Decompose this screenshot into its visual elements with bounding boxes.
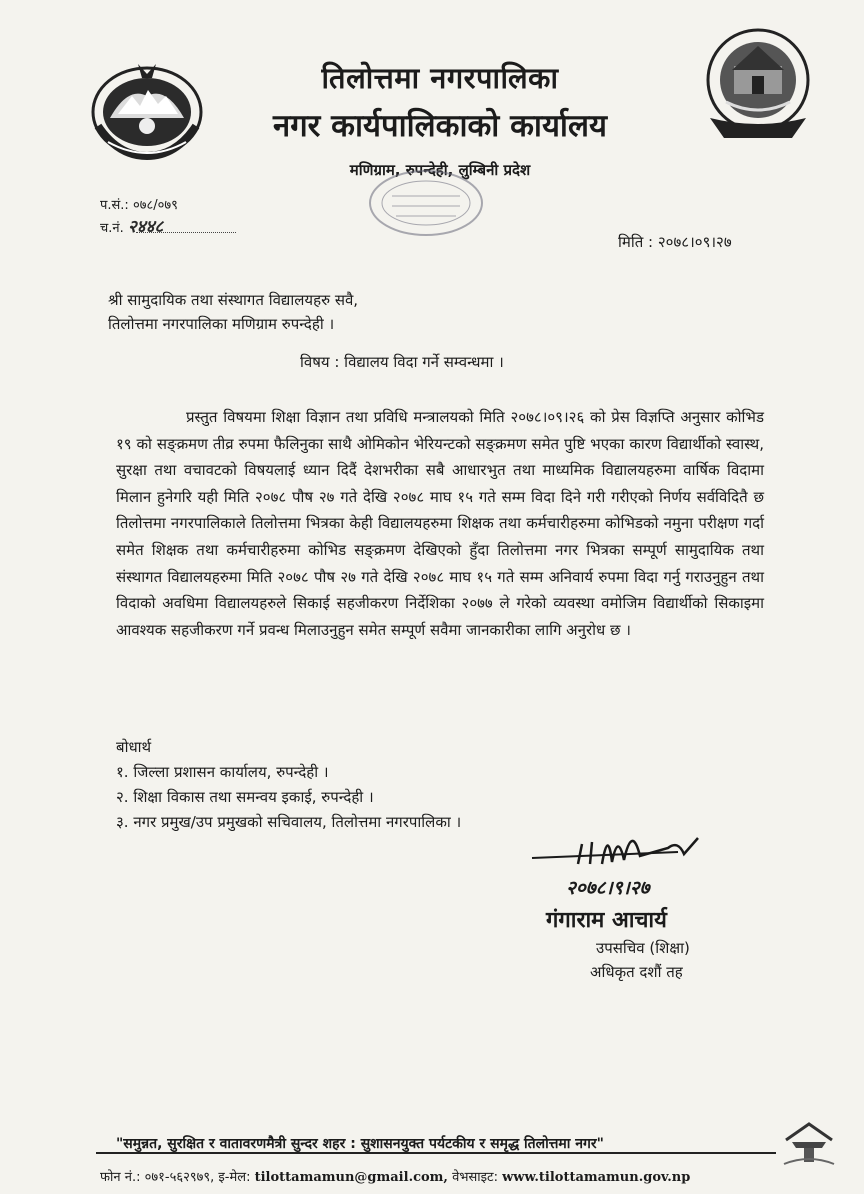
nepal-emblem-icon	[88, 56, 206, 164]
cc-item: १. जिल्ला प्रशासन कार्यालय, रुपन्देही ।	[116, 763, 329, 781]
ref-ps-label: प.सं.:	[100, 198, 129, 213]
footer-website: www.tilottamamun.gov.np	[502, 1170, 691, 1185]
footer-web-label: वेभसाइट:	[452, 1170, 498, 1185]
cc-item: २. शिक्षा विकास तथा समन्वय इकाई, रुपन्देही ।	[116, 788, 374, 806]
cc-list	[116, 760, 461, 835]
signatory-designation: उपसचिव (शिक्षा)	[596, 939, 690, 957]
signature-date: २०७८।९।२७	[566, 877, 650, 899]
signatory-rank: अधिकृत दशौं तह	[590, 963, 683, 981]
cc-item: ३. नगर प्रमुख/उप प्रमुखको सचिवालय, तिलोत्तमा नगरपालिका ।	[116, 813, 462, 831]
ref-cn-label: च.नं.	[100, 221, 124, 236]
ref-ps-value: ०७८/०७९	[132, 198, 178, 213]
visit-nepal-logo-icon	[774, 1120, 844, 1186]
letter-date: मिति : २०७८।०९।२७	[618, 233, 732, 251]
cc-title: बोधार्थ	[116, 738, 152, 756]
reference-number	[100, 195, 178, 213]
footer-motto: "समुन्नत, सुरक्षित र वातावरणमैत्री सुन्दर शहर : सुशासनयुक्त पर्यटकीय र समृद्ध तिलोत्तमा नगर"	[116, 1136, 604, 1152]
footer-phone: फोन नं.: ०७१-५६२९७९,	[100, 1170, 215, 1185]
signature-icon	[528, 818, 728, 878]
dispatch-number	[100, 214, 163, 237]
signatory-name: गंगाराम आचार्य	[546, 908, 667, 933]
letter-body-text: प्रस्तुत विषयमा शिक्षा विज्ञान तथा प्रविधि मन्त्रालयको मिति २०७८।०९।२६ को प्रेस विज्ञप्ति अनुसार कोभिड १९ को सङ्क्रमण तीव्र रुपमा फैलिनुका साथै ओमिकोन भेरियन्टको सङ्क्रमण समेत पुष्टि भएका कारण विद्यार्थीको स्वास्थ, सुरक्षा तथा वचावटको विषयलाई ध्यान दिदैं देशभरीका सबै आधारभुत तथा माध्यमिक विद्यालयहरुमा वार्षिक विदामा मिलान हुनेगरि यही मिति २०७८ पौष २७ गते देखि २०७८ माघ १५ गते सम्म विदा दिने गरी गरीएको निर्णय सर्वविदितै छ तिलोत्तमा नगरपालिकाले तिलोत्तमा भित्रका केही विद्यालयहरुमा शिक्षक तथा कर्मचारीहरुमा कोभिडको नमुना परीक्षण गर्दा समेत शिक्षक तथा कर्मचारीहरुमा कोभिड सङ्क्रमण देखिएको हुँदा तिलोत्तमा नगर भित्रका सम्पूर्ण सामुदायिक तथा संस्थागत विद्यालयहरुमा मिति २०७८ पौष २७ गते देखि २०७८ माघ १५ गते सम्म अनिवार्य रुपमा विदा गर्नु गराउनुहुन तथा विदाको अवधिमा विद्यालयहरुले सिकाई सहजीकरण निर्देशिका २०७७ ले गरेको व्यवस्था वमोजिम विद्यार्थीको सिकाइमा आवश्यक सहजीकरण गर्ने प्रवन्ध मिलाउनुहुन समेत सम्पूर्ण सवैमा जानकारीका लागि अनुरोध छ ।	[116, 408, 764, 639]
office-name: नगर कार्यपालिकाको कार्यालय	[273, 108, 607, 144]
footer-email-label: इ-मेल:	[218, 1170, 251, 1185]
letter-body	[116, 404, 764, 643]
addressee-line-1: श्री सामुदायिक तथा संस्थागत विद्यालयहरु सवै,	[108, 291, 359, 309]
subject-line: विषय : विद्यालय विदा गर्ने सम्वन्धमा ।	[300, 353, 504, 371]
municipality-seal-icon	[702, 26, 814, 144]
footer-email: tilottamamun@gmail.com,	[254, 1170, 448, 1185]
footer-rule	[96, 1152, 776, 1154]
office-stamp-icon	[366, 168, 486, 238]
municipality-name: तिलोत्तमा नगरपालिका	[321, 61, 559, 95]
office-address: मणिग्राम, रुपन्देही, लुम्बिनी प्रदेश	[349, 161, 531, 179]
footer-contact	[100, 1167, 690, 1185]
reference-rule	[136, 232, 236, 233]
addressee-line-2: तिलोत्तमा नगरपालिका मणिग्राम रुपन्देही ।	[108, 315, 335, 333]
ref-cn-value: २४४८	[127, 217, 164, 237]
